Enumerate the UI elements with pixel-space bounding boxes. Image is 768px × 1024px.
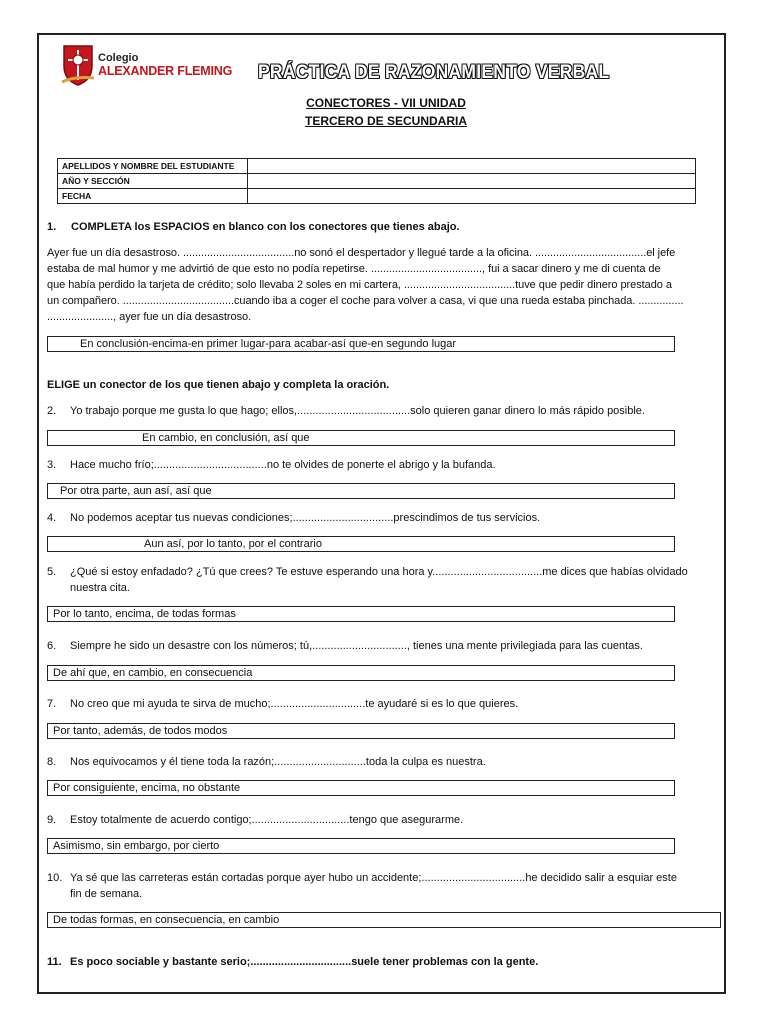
section2-heading: ELIGE un conector de los que tienen abajo y completa la oración. [47,379,390,391]
student-info-table [57,158,696,204]
options-box: Por tanto, además, de todos modos [47,723,675,739]
section1-paragraph [47,245,727,325]
year-section-field[interactable] [248,174,696,189]
paragraph-line: un compañero. .....................................cuando iba a coger el coche para volver a casa, vi que una rueda estaba pinchada. ............... [47,295,684,307]
shield-icon [60,42,96,86]
question-number: 9. [47,814,57,826]
table-row [58,174,696,189]
question-6 [47,638,727,654]
year-section-label: AÑO Y SECCIÓN [58,174,248,189]
question-11 [47,954,727,970]
question-text: Siempre he sido un desastre con los números; tú,..............................., tienes una mente privilegiada para las cuentas. [70,640,643,652]
options-box: Por otra parte, aun así, así que [47,483,675,499]
question-text: Yo trabajo porque me gusta lo que hago; ellos,.....................................solo quieren ganar dinero lo más rápido posible. [70,405,645,417]
section1-heading: 1. COMPLETA los ESPACIOS en blanco con los conectores que tienes abajo. [47,221,460,233]
question-2 [47,403,727,419]
question-number: 11. [47,956,62,968]
question-3 [47,457,727,473]
question-number: 8. [47,756,57,768]
subtitle-grade: TERCERO DE SECUNDARIA [304,114,467,128]
question-number: 2. [47,405,57,417]
question-text: Es poco sociable y bastante serio;.................................suele tener problemas con la gente. [70,956,539,968]
question-number: 5. [47,566,57,578]
paragraph-line: que había perdido la tarjeta de crédito; solo llevaba 2 soles en mi cartera, .....................................tuve que pedir dinero prestado a [47,279,672,291]
options-box: Asimismo, sin embargo, por cierto [47,838,675,854]
table-row [58,159,696,174]
question-text: No creo que mi ayuda te sirva de mucho;...............................te ayudaré si es lo que quieres. [70,698,519,710]
student-name-label: APELLIDOS Y NOMBRE DEL ESTUDIANTE [58,159,248,174]
options-box: Por lo tanto, encima, de todas formas [47,606,675,622]
question-text: Estoy totalmente de acuerdo contigo;................................tengo que asegurarme. [70,814,464,826]
question-number: 4. [47,512,57,524]
paragraph-line: Ayer fue un día desastroso. .....................................no sonó el despertador y llegué tarde a la oficina. .....................................el jefe [47,247,676,259]
options-box: Aun así, por lo tanto, por el contrario [47,536,675,552]
question-text: Hace mucho frío;.....................................no te olvides de ponerte el abrigo y la bufanda. [70,459,496,471]
question-number: 10. [47,872,63,884]
question-text: Ya sé que las carreteras están cortadas porque ayer hubo un accidente;..................................he decidido salir a esquiar este [70,872,677,884]
options-box: De ahí que, en cambio, en consecuencia [47,665,675,681]
question-number: 6. [47,640,57,652]
options-box: Por consiguiente, encima, no obstante [47,780,675,796]
question-text: Nos equivocamos y él tiene toda la razón;..............................toda la culpa es nuestra. [70,756,486,768]
question-text-cont: fin de semana. [70,888,143,900]
school-logo [60,40,233,92]
question-10 [47,870,727,900]
question-text-cont: nuestra cita. [70,582,130,594]
paragraph-line: ......................, ayer fue un día desastroso. [47,311,252,323]
question-number: 3. [47,459,57,471]
logo-colegio-text: Colegio [98,52,139,64]
logo-school-name: ALEXANDER FLEMING [98,64,233,78]
question-text: ¿Qué si estoy enfadado? ¿Tú que crees? Te estuve esperando una hora y....................................me dices que habías olvidado [70,566,688,578]
table-row [58,189,696,204]
date-label: FECHA [58,189,248,204]
question-text: No podemos aceptar tus nuevas condiciones;.................................prescindimos de tus servicios. [70,512,541,524]
subtitle-unit: CONECTORES - VII UNIDAD [306,96,466,110]
question-8 [47,754,727,770]
page-title: PRÁCTICA DE RAZONAMIENTO VERBAL [258,62,610,83]
question-4 [47,510,727,526]
question-7 [47,696,727,712]
options-box: De todas formas, en consecuencia, en cambio [47,912,721,928]
question-5 [47,564,727,594]
question-number: 7. [47,698,57,710]
section1-options-box: En conclusión-encima-en primer lugar-para acabar-así que-en segundo lugar [47,336,675,352]
date-field[interactable] [248,189,696,204]
question-9 [47,812,727,828]
paragraph-line: estaba de mal humor y me advirtió de que esto no podía repetirse. ....................................., fui a sacar dinero y me di cuenta de [47,263,661,275]
options-box: En cambio, en conclusión, así que [47,430,675,446]
student-name-field[interactable] [248,159,696,174]
